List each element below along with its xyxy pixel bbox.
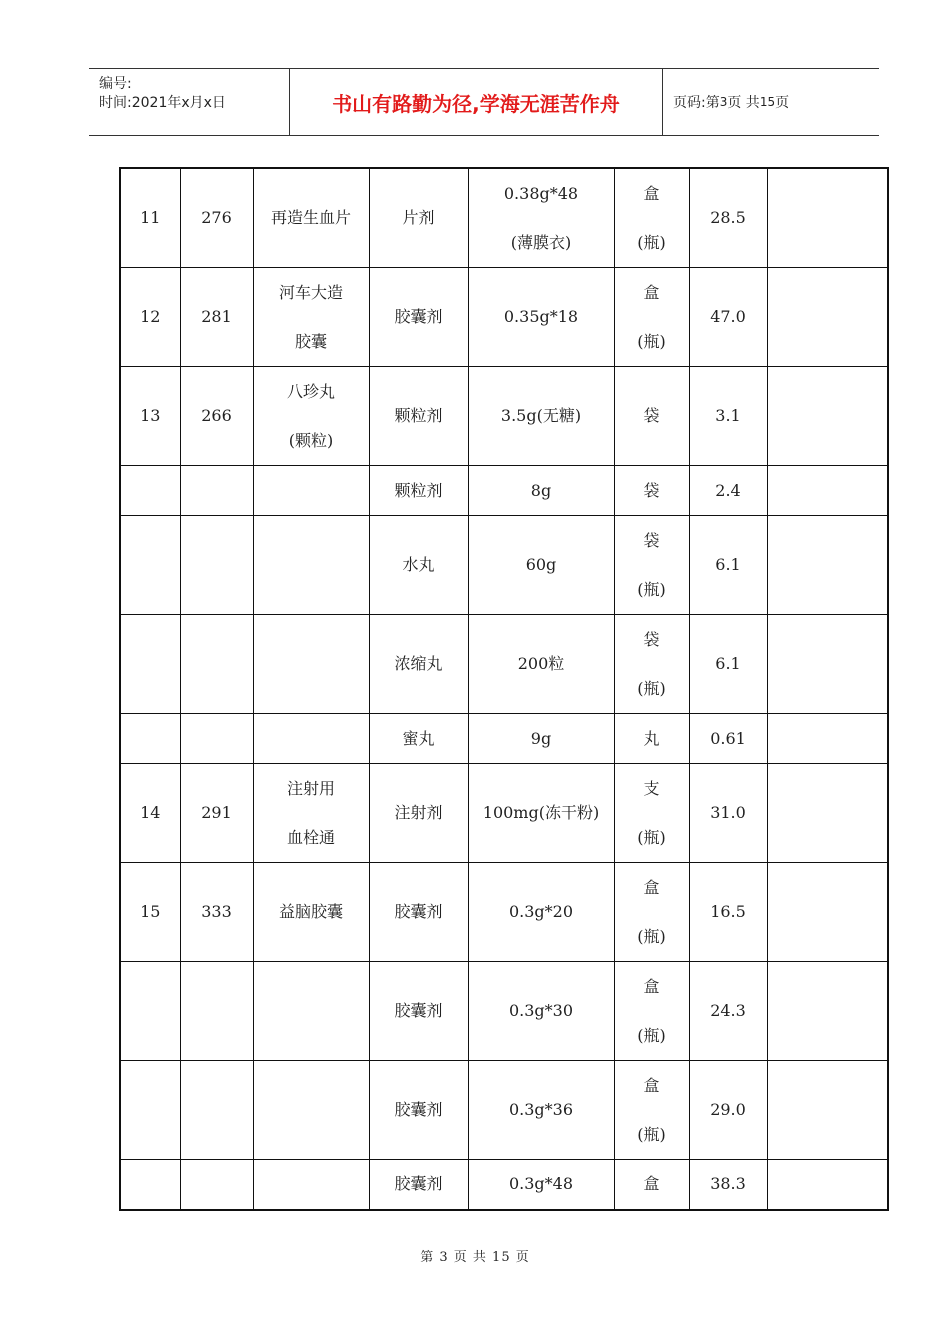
package-unit-line: (瓶) xyxy=(637,580,666,599)
package-unit-line: (瓶) xyxy=(637,1125,666,1144)
specification-line: 0.3g*36 xyxy=(508,1100,574,1119)
package-unit-line: (瓶) xyxy=(637,679,666,698)
package-unit-cell xyxy=(614,764,689,863)
drug-code-cell xyxy=(180,962,253,1061)
price-cell: 31.0 xyxy=(689,764,767,863)
specification-line: 200粒 xyxy=(517,654,565,673)
price-cell: 3.1 xyxy=(689,367,767,466)
row-number-cell: 13 xyxy=(120,367,180,466)
code-label: 编号: xyxy=(99,76,132,92)
table-body xyxy=(120,168,888,1210)
drug-code-cell xyxy=(180,516,253,615)
header-motto: 书山有路勤为径,学海无涯苦作舟 xyxy=(290,69,663,135)
drug-name-cell xyxy=(253,268,369,367)
remark-cell xyxy=(767,962,888,1061)
drug-code-cell xyxy=(180,1160,253,1210)
package-unit-line: (瓶) xyxy=(637,233,666,252)
package-unit-cell xyxy=(614,367,689,466)
specification-cell xyxy=(468,863,614,962)
page-header xyxy=(89,68,879,136)
page-num: 3 xyxy=(719,95,728,109)
drug-code-cell: 333 xyxy=(180,863,253,962)
package-unit-cell xyxy=(614,1061,689,1160)
row-number-cell: 14 xyxy=(120,764,180,863)
table-row xyxy=(120,466,888,516)
dosage-form-cell: 蜜丸 xyxy=(369,714,468,764)
drug-code-cell: 266 xyxy=(180,367,253,466)
package-unit-line: (瓶) xyxy=(637,828,666,847)
dosage-form-cell: 胶囊剂 xyxy=(369,962,468,1061)
drug-name-cell xyxy=(253,466,369,516)
package-unit-cell xyxy=(614,516,689,615)
specification-line: (薄膜衣) xyxy=(510,233,572,252)
package-unit-line: 盒 xyxy=(643,878,660,897)
price-cell: 2.4 xyxy=(689,466,767,516)
specification-line: 100mg(冻干粉) xyxy=(482,803,600,822)
table-row xyxy=(120,1160,888,1210)
price-cell: 6.1 xyxy=(689,615,767,714)
drug-name-line: 八珍丸 xyxy=(286,382,335,401)
dosage-form-cell: 颗粒剂 xyxy=(369,367,468,466)
dosage-form-cell: 片剂 xyxy=(369,168,468,268)
specification-line: 0.3g*48 xyxy=(508,1174,574,1194)
dosage-form-cell: 胶囊剂 xyxy=(369,1061,468,1160)
package-unit-line: 支 xyxy=(643,779,660,798)
specification-cell xyxy=(468,1160,614,1210)
specification-cell xyxy=(468,714,614,764)
drug-code-cell xyxy=(180,714,253,764)
package-unit-line: 盒 xyxy=(643,977,660,996)
drug-code-cell xyxy=(180,466,253,516)
remark-cell xyxy=(767,268,888,367)
drug-code-cell: 276 xyxy=(180,168,253,268)
drug-name-cell xyxy=(253,168,369,268)
drug-name-line: 河车大造 xyxy=(278,283,343,302)
drug-name-cell xyxy=(253,863,369,962)
row-number-cell xyxy=(120,615,180,714)
table-row xyxy=(120,268,888,367)
dosage-form-cell: 胶囊剂 xyxy=(369,268,468,367)
dosage-form-cell: 水丸 xyxy=(369,516,468,615)
drug-name-cell xyxy=(253,1160,369,1210)
price-cell: 16.5 xyxy=(689,863,767,962)
remark-cell xyxy=(767,367,888,466)
drug-price-table xyxy=(119,167,889,1211)
specification-cell xyxy=(468,367,614,466)
drug-code-cell xyxy=(180,615,253,714)
remark-cell xyxy=(767,516,888,615)
price-cell: 28.5 xyxy=(689,168,767,268)
specification-cell xyxy=(468,168,614,268)
specification-cell xyxy=(468,1061,614,1160)
package-unit-line: 袋 xyxy=(643,531,660,550)
table-row xyxy=(120,764,888,863)
price-cell: 47.0 xyxy=(689,268,767,367)
package-unit-line: (瓶) xyxy=(637,332,666,351)
row-number-cell xyxy=(120,516,180,615)
drug-name-cell xyxy=(253,615,369,714)
row-number-cell xyxy=(120,714,180,764)
package-unit-cell xyxy=(614,1160,689,1210)
page-prefix: 页码:第 xyxy=(673,95,720,111)
drug-name-cell xyxy=(253,367,369,466)
drug-name-line: 血栓通 xyxy=(286,828,335,847)
price-cell: 24.3 xyxy=(689,962,767,1061)
drug-code-cell xyxy=(180,1061,253,1160)
remark-cell xyxy=(767,466,888,516)
header-page-number xyxy=(663,69,879,135)
specification-cell xyxy=(468,516,614,615)
package-unit-cell xyxy=(614,863,689,962)
remark-cell xyxy=(767,863,888,962)
drug-code-cell: 291 xyxy=(180,764,253,863)
page-suffix: 页 xyxy=(775,95,790,111)
remark-cell xyxy=(767,714,888,764)
remark-cell xyxy=(767,1160,888,1210)
specification-cell xyxy=(468,615,614,714)
package-unit-cell xyxy=(614,466,689,516)
package-unit-cell xyxy=(614,714,689,764)
drug-code-cell: 281 xyxy=(180,268,253,367)
specification-cell xyxy=(468,268,614,367)
table-row xyxy=(120,714,888,764)
remark-cell xyxy=(767,1061,888,1160)
package-unit-line: 袋 xyxy=(643,480,660,500)
drug-name-line: 胶囊 xyxy=(294,332,327,351)
package-unit-cell xyxy=(614,268,689,367)
table-row xyxy=(120,516,888,615)
row-number-cell xyxy=(120,466,180,516)
specification-cell xyxy=(468,962,614,1061)
dosage-form-cell: 浓缩丸 xyxy=(369,615,468,714)
specification-line: 0.3g*20 xyxy=(508,902,574,921)
price-cell: 38.3 xyxy=(689,1160,767,1210)
row-number-cell xyxy=(120,962,180,1061)
package-unit-line: (瓶) xyxy=(637,1026,666,1045)
specification-line: 60g xyxy=(525,555,557,574)
page-total: 15 xyxy=(759,95,776,109)
package-unit-line: 盒 xyxy=(643,1174,660,1194)
specification-line: 3.5g(无糖) xyxy=(500,406,582,425)
drug-name-cell xyxy=(253,962,369,1061)
specification-line: 0.38g*48 xyxy=(503,184,579,203)
page-footer: 第 3 页 共 15 页 xyxy=(420,1250,530,1265)
row-number-cell: 11 xyxy=(120,168,180,268)
package-unit-line: 袋 xyxy=(643,406,660,425)
drug-name-cell xyxy=(253,1061,369,1160)
page-mid: 页 共 xyxy=(727,95,760,111)
table-row xyxy=(120,1061,888,1160)
price-cell: 6.1 xyxy=(689,516,767,615)
drug-name-line: 再造生血片 xyxy=(270,208,351,227)
package-unit-line: 盒 xyxy=(643,1076,660,1095)
specification-line: 0.35g*18 xyxy=(503,307,579,326)
specification-cell xyxy=(468,466,614,516)
price-cell: 0.61 xyxy=(689,714,767,764)
dosage-form-cell: 颗粒剂 xyxy=(369,466,468,516)
package-unit-line: 盒 xyxy=(643,283,660,302)
table-row xyxy=(120,367,888,466)
package-unit-cell xyxy=(614,962,689,1061)
remark-cell xyxy=(767,615,888,714)
table-row xyxy=(120,615,888,714)
specification-line: 8g xyxy=(530,480,552,500)
table-row xyxy=(120,962,888,1061)
dosage-form-cell: 胶囊剂 xyxy=(369,1160,468,1210)
package-unit-line: (瓶) xyxy=(637,927,666,946)
table-row xyxy=(120,863,888,962)
remark-cell xyxy=(767,764,888,863)
specification-line: 0.3g*30 xyxy=(508,1001,574,1020)
drug-name-line: (颗粒) xyxy=(288,431,334,450)
remark-cell xyxy=(767,168,888,268)
dosage-form-cell: 注射剂 xyxy=(369,764,468,863)
package-unit-line: 盒 xyxy=(643,184,660,203)
package-unit-cell xyxy=(614,168,689,268)
time-label: 时间:2021年x月x日 xyxy=(99,95,226,111)
price-cell: 29.0 xyxy=(689,1061,767,1160)
row-number-cell: 15 xyxy=(120,863,180,962)
specification-line: 9g xyxy=(530,728,552,748)
package-unit-line: 袋 xyxy=(643,630,660,649)
package-unit-line: 丸 xyxy=(643,728,660,748)
package-unit-cell xyxy=(614,615,689,714)
row-number-cell: 12 xyxy=(120,268,180,367)
row-number-cell xyxy=(120,1160,180,1210)
drug-name-line: 益脑胶囊 xyxy=(278,902,343,921)
table-row xyxy=(120,168,888,268)
specification-cell xyxy=(468,764,614,863)
drug-name-line: 注射用 xyxy=(286,779,335,798)
drug-name-cell xyxy=(253,764,369,863)
header-meta xyxy=(89,69,290,135)
row-number-cell xyxy=(120,1061,180,1160)
dosage-form-cell: 胶囊剂 xyxy=(369,863,468,962)
drug-name-cell xyxy=(253,714,369,764)
drug-name-cell xyxy=(253,516,369,615)
